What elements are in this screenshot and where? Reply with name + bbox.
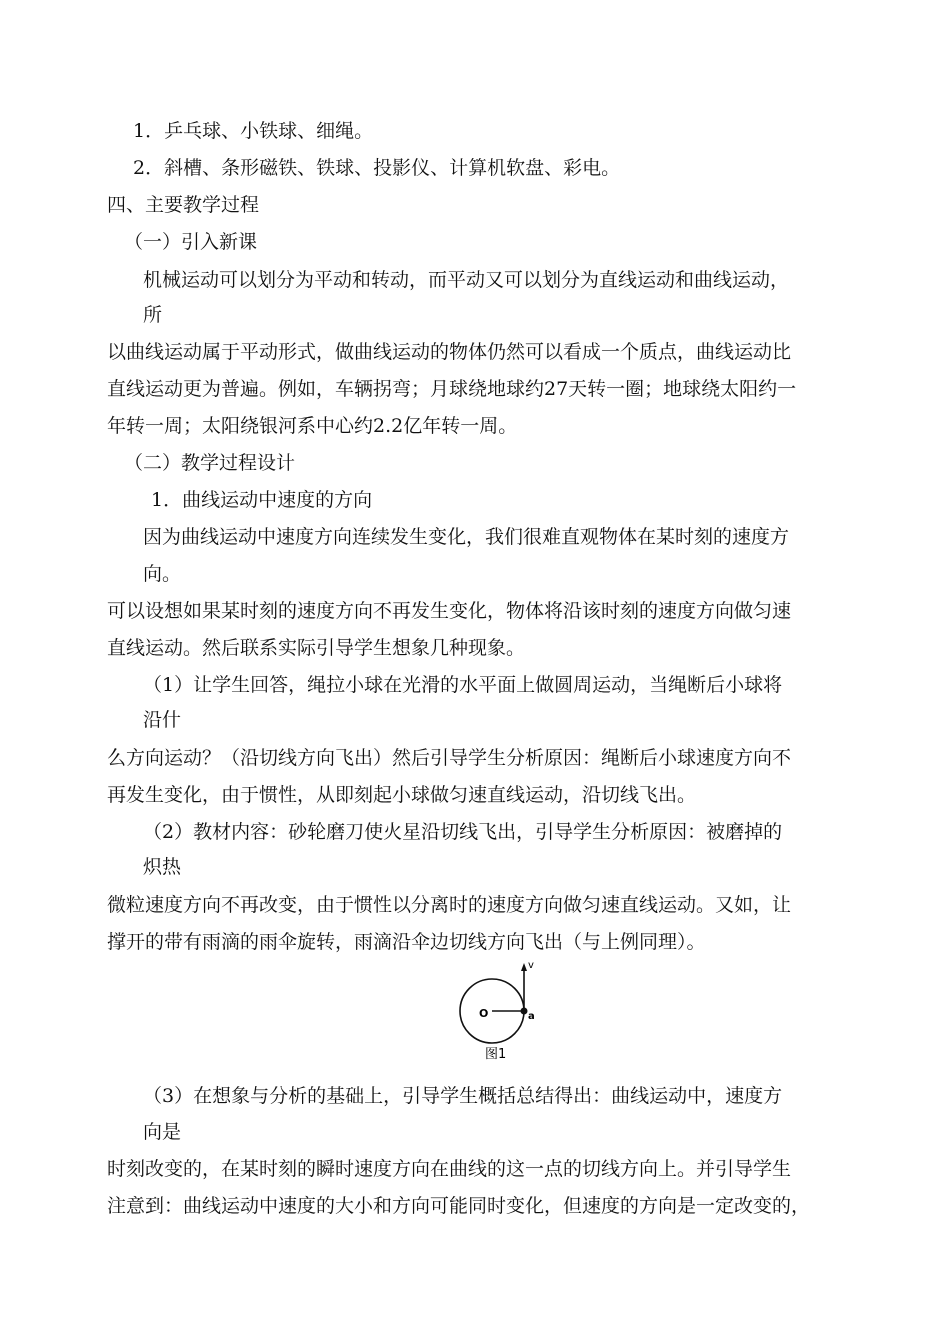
paragraph-line: 撑开的带有雨滴的雨伞旋转，雨滴沿伞边切线方向飞出（与上例同理）。 — [107, 931, 706, 953]
list-item-2: 2．斜槽、条形磁铁、铁球、投影仪、计算机软盘、彩电。 — [133, 157, 621, 179]
paragraph-line: 以曲线运动属于平动形式，做曲线运动的物体仍然可以看成一个质点，曲线运动比 — [107, 341, 792, 363]
section-heading-4: 四、主要教学过程 — [107, 194, 260, 216]
paragraph-line: 年转一周；太阳绕银河系中心约2.2亿年转一周。 — [107, 415, 518, 437]
list-item-1: 1．乒乓球、小铁球、细绳。 — [133, 120, 374, 142]
paragraph-line: 微粒速度方向不再改变，由于惯性以分离时的速度方向做匀速直线运动。又如，让 — [107, 894, 792, 916]
label-o: O — [479, 1007, 489, 1020]
paragraph-line: 炽热 — [143, 856, 182, 878]
paragraph-line: （3）在想象与分析的基础上，引导学生概括总结得出：曲线运动中，速度方 — [143, 1085, 783, 1107]
paragraph-line: 因为曲线运动中速度方向连续发生变化，我们很难直观物体在某时刻的速度方 — [143, 526, 790, 548]
paragraph-line: 再发生变化，由于惯性，从即刻起小球做匀速直线运动，沿切线飞出。 — [107, 784, 697, 806]
paragraph-line: 所 — [143, 304, 163, 326]
paragraph-line: 向。 — [143, 563, 182, 585]
paragraph-line: 注意到：曲线运动中速度的大小和方向可能同时变化，但速度的方向是一定改变的， — [107, 1195, 811, 1217]
paragraph-line: 向是 — [143, 1121, 182, 1143]
label-a: a — [528, 1011, 535, 1022]
figure-svg — [452, 955, 552, 1067]
paragraph-line: （2）教材内容：砂轮磨刀使火星沿切线飞出，引导学生分析原因：被磨掉的 — [143, 821, 783, 843]
point-a — [521, 1008, 528, 1015]
figure-caption: 图1 — [485, 1047, 507, 1062]
paragraph-line: 可以设想如果某时刻的速度方向不再发生变化，物体将沿该时刻的速度方向做匀速 — [107, 600, 792, 622]
paragraph-line: 直线运动更为普遍。例如，车辆拐弯；月球绕地球约27天转一圈；地球绕太阳约一 — [107, 378, 797, 400]
velocity-arrowhead — [521, 963, 527, 971]
paragraph-line: 沿什 — [143, 709, 182, 731]
subsection-heading-2: （二）教学过程设计 — [124, 452, 296, 474]
paragraph-line: 直线运动。然后联系实际引导学生想象几种现象。 — [107, 637, 526, 659]
figure-circle-tangent-velocity — [452, 955, 552, 1067]
label-v: v — [528, 960, 534, 971]
paragraph-line: 时刻改变的，在某时刻的瞬时速度方向在曲线的这一点的切线方向上。并引导学生 — [107, 1158, 792, 1180]
subsection-heading-1: （一）引入新课 — [124, 231, 258, 253]
topic-heading-1: 1．曲线运动中速度的方向 — [151, 489, 373, 511]
paragraph-line: 么方向运动？（沿切线方向飞出）然后引导学生分析原因：绳断后小球速度方向不 — [107, 747, 792, 769]
paragraph-line: 机械运动可以划分为平动和转动，而平动又可以划分为直线运动和曲线运动， — [143, 269, 790, 291]
paragraph-line: （1）让学生回答，绳拉小球在光滑的水平面上做圆周运动，当绳断后小球将 — [143, 674, 783, 696]
